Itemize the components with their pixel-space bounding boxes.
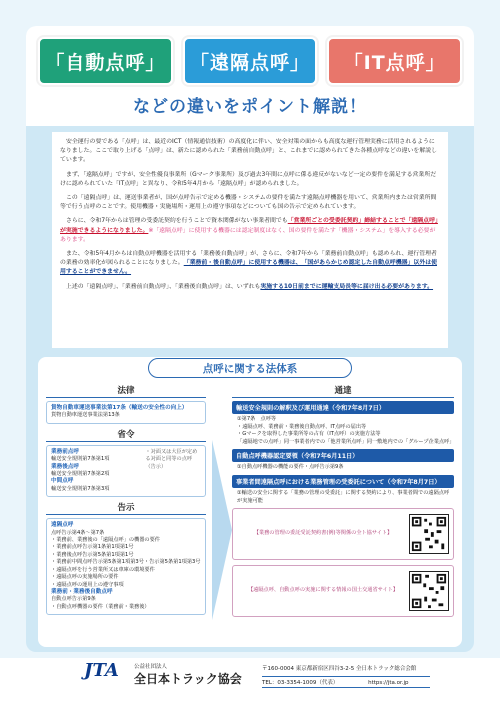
intro-text — [52, 132, 448, 348]
qr-code-icon — [409, 514, 449, 554]
circular-text: ①第7条 点呼等 ・遠隔点呼、業務前・業務後自動点呼、IT点呼の届出等 ・Gマークを取得した事業所等の占有（IT点呼）の実施方法等 「遠隔地での点呼」同一事業者内での「他営業所点呼」同一敷地内での「グループ企業点呼」 — [237, 416, 455, 445]
qr-code-icon — [409, 571, 449, 611]
ordinance-item: 業務後点呼 — [51, 463, 79, 470]
website-link[interactable]: https://jta.or.jp — [368, 680, 409, 686]
law-left-column — [46, 384, 206, 642]
title-row — [38, 37, 462, 85]
subtitle: などの違いをポイント解説！ — [133, 97, 367, 117]
intro-paragraph-3: この「遠隔点呼」は、運送事業者が、国が点呼告示で定める機器・システムの要件を満たす遠隔点呼機器を用いて、営業所内または営業所間等で行う点呼のことです。使用機器・実施場所・運用上の遵守事項などについても国の告示で定められています。 — [60, 195, 437, 211]
circular-bar: 事業者間遠隔点呼における業務管理の受委託について（令和7年8月7日） — [232, 475, 454, 488]
qr-link-jta[interactable] — [232, 508, 454, 560]
address: 〒160-0004 東京都新宿区四谷3-2-5 全日本トラック総合会館 — [262, 666, 417, 672]
org-name: 全日本トラック協会 — [134, 672, 242, 686]
ordinance-item: 業務前点呼 — [51, 448, 79, 455]
title-it-rollcall: 「IT点呼」 — [327, 37, 462, 85]
intro-paragraph-5: また、令和5年4月からは自動点呼機器を活用する「業務後自動点呼」が、さらに、令和7年から「業務前自動点呼」も認められ、運行管理者の業務の効率化が図られることになりました。「業務前・後自動点呼」に使用する機器は、「国があらかじめ認定した自動点呼機器」以外は使用することができません。 — [60, 251, 437, 276]
circular-bar: 自動点呼機器認定要領（令和7年6月11日） — [232, 449, 454, 462]
circular-heading: 通達 — [232, 384, 454, 398]
ordinance-box: 業務前点呼 輸送安全規則第7条第1項 業務後点呼 輸送安全規則第7条第2項 中間点呼 輸送安全規則第7条第3項 ・対面又は大臣が定める対面と同等の点呼（告示） — [46, 445, 206, 497]
contact-line — [262, 676, 430, 688]
title-remote-rollcall: 「遠隔点呼」 — [183, 37, 318, 85]
ordinance-heading: 省令 — [46, 428, 206, 442]
law-box — [46, 401, 206, 424]
qr-link-mlit[interactable] — [232, 565, 454, 617]
circular-bar: 輸送安全規則の解釈及び運用通達（令和7年8月7日） — [232, 401, 454, 414]
law-right-column — [232, 384, 454, 642]
org-type: 公益社団法人 — [134, 664, 168, 670]
law-system-title: 点呼に関する法体系 — [148, 358, 352, 378]
qr-label: 【業務の管理の委託受託契約書(例)等関係の全ト協サイト】 — [253, 530, 393, 537]
notice-box: 遠隔点呼 点呼告示第4条〜第7条 ・業務前、業務後の「遠隔点呼」の機器の要件 ・業務前点呼告示第1条第1項第1号 ・業務後点呼告示第5条第1項第1号 ・業務前中間点呼告示第5条第1項第3号・告示第5条第1項第3号 ・遠隔点呼を行う営業所又は車庫の環境要件 ・遠隔点呼の実施場所の要件 ・遠隔点呼の運用上の遵守事項 業務前・業務後自動点呼 自動点呼告示第9条 ・自動点呼機器の要件（業務前・業務後） — [46, 518, 206, 615]
law-item: 貨物自動車運送事業法第17条（輸送の安全性の向上） — [51, 405, 188, 411]
intro-paragraph-6: 上述の「遠隔点呼」、「業務前自動点呼」、「業務後自動点呼」は、いずれも実施する10日前までに運輸支局長等に届け出る必要があります。 — [66, 283, 434, 290]
notice-item: 遠隔点呼 — [51, 522, 74, 529]
law-item: 貨物自動車運送事業法第13条 — [51, 412, 120, 419]
notice-heading: 告示 — [46, 501, 206, 515]
qr-label: 【遠隔点呼、自動点呼の実施に関する情報の国土交通省サイト】 — [247, 587, 399, 594]
ordinance-item: 中間点呼 — [51, 478, 74, 485]
notice-item: 業務前・業務後自動点呼 — [51, 588, 113, 595]
intro-paragraph-4: さらに、令和7年からは管理の受委託契約を行うことで資本関係がない事業者間でも「営業所ごとの受委託契約」締結することで「遠隔点呼」が実施できるようになりました。※「遠隔点呼」に使用する機器には認定制度はなく、国の要件を満たす「機器・システム」を導入する必要があります。 — [60, 218, 438, 243]
circular-text: ①自動点呼機器の機能の要件・点呼告示第9条 — [237, 464, 344, 471]
intro-paragraph-2: まず、「遠隔点呼」ですが、安全性優良事業所（Gマーク事業所）及び過去3年間に点呼に係る違反がないなど一定の要件を満足する営業所だけに認められていた「IT点呼」と異なり、令和5年4月から「遠隔点呼」が認められました。 — [60, 171, 437, 187]
title-auto-rollcall: 「自動点呼」 — [38, 37, 173, 85]
arrow-right-icon — [212, 440, 232, 620]
ordinance-note: ・対面又は大臣が定める対面と同等の点呼（告示） — [145, 448, 198, 470]
telephone: TEL：03-3354-1009（代表） — [262, 680, 339, 686]
law-heading: 法律 — [46, 384, 206, 398]
intro-paragraph-1: 安全運行の要である「点呼」は、最近のICT（情報通信技術）の高度化に伴い、安全対策の面からも高度な運行管理実務に活用されるようになりました。ここで取り上げる「点呼」は、新たに認められた「業務前自動点呼」と、これまでに認められてきた各種点呼などの違いを解説しています。 — [60, 139, 437, 164]
jta-logo: JTA — [84, 660, 119, 681]
circular-text: ①輸送の安全に関する「業務の管理の受委託」に関する契約により、事業者間での遠隔点呼が実施可能 — [237, 489, 450, 504]
